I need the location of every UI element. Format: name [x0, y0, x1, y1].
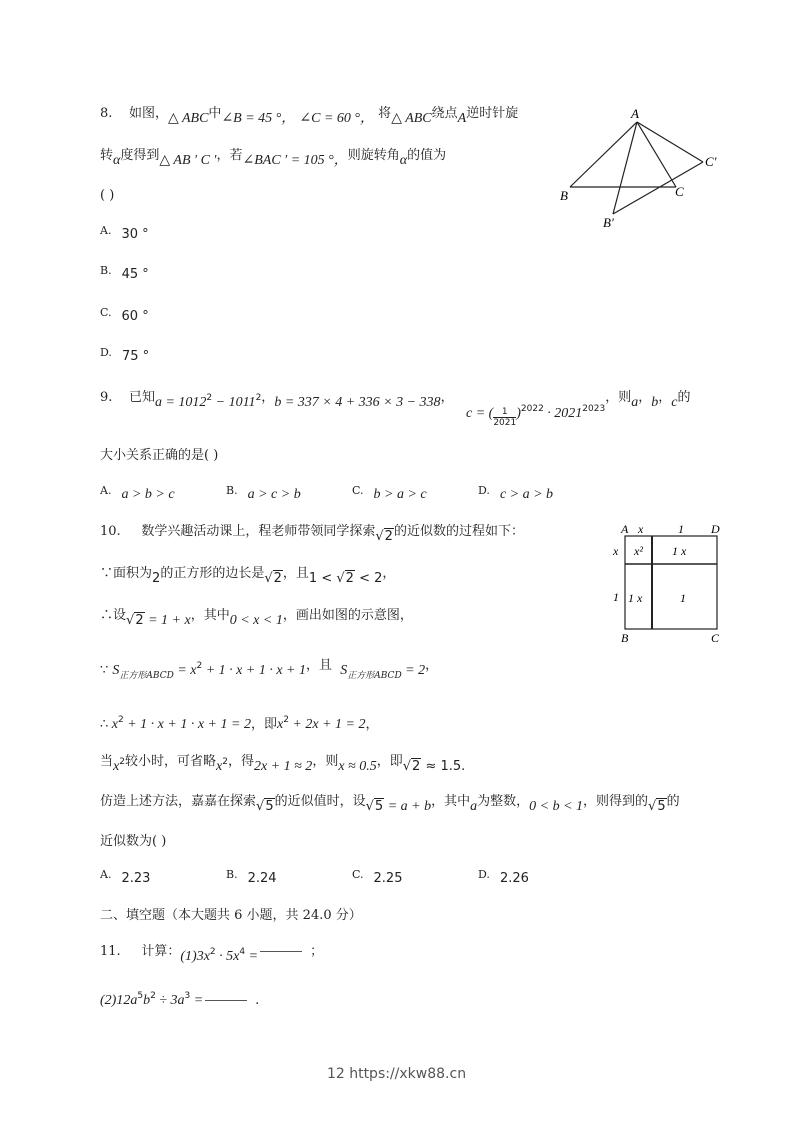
question-number: 8. [100, 106, 113, 121]
math-point: A [457, 111, 467, 126]
label-a: A [631, 106, 639, 121]
q8-line1 [100, 104, 518, 129]
q10-square-figure [608, 518, 728, 644]
q8-answer-paren: ( ) [100, 188, 115, 203]
q8-option-c[interactable]: C. 60 ° [100, 306, 149, 324]
q11-line1: 11. 计算：$(1)3x^2 \cdot 5x^4$ = ； [100, 944, 324, 964]
label-b-prime: B′ [603, 215, 614, 230]
cell-x-squared: x² [634, 544, 643, 558]
text: 已知 [128, 390, 155, 405]
text: 转 [100, 148, 114, 163]
math-a: a = 1012 [154, 395, 207, 410]
q9-line1: 9. 已知$a = 1012^2 - 1011^2$，b = 337 × 4 + 336 × 3 − 338， c = ( $\frac{1}{2021}$ )$^{2022} \cdot 2021^{2023}$，则a，b，c的 [100, 390, 691, 428]
answer-blank[interactable] [260, 951, 302, 952]
math-triangle: △ ABC [391, 111, 432, 126]
q10-option-c[interactable]: C. 2.25 [352, 868, 403, 886]
text: 将 [378, 106, 392, 121]
q10-line5: ∴ $x^2 + 1 \cdot x + 1 \cdot x + 1 = 2$，即$x^2 + 2x + 1 = 2$， [100, 715, 379, 732]
q9-option-c[interactable]: C. b > a > c [352, 484, 427, 502]
label-c-prime: C′ [705, 154, 717, 169]
q10-line6: 当$x^2$较小时，可省略$x^2$，得2x + 1 ≈ 2，则x ≈ 0.5，即√2 ≈ 1.5. [100, 754, 466, 774]
q8-option-b[interactable]: B. 45 ° [100, 264, 149, 282]
cell-1: 1 [680, 591, 686, 605]
cell-1x-top: 1 x [672, 544, 687, 558]
text: 则旋转角 [347, 148, 400, 163]
q10-line3: ∴设√2 = 1 + x，其中0 < x < 1，画出如图的示意图， [100, 608, 413, 628]
label-b: B [560, 188, 568, 203]
top-label-1: 1 [678, 522, 684, 536]
text: 度得到 [120, 148, 160, 163]
math-alpha: α [113, 153, 121, 168]
q10-option-d[interactable]: D. 2.26 [478, 868, 529, 886]
math-angle: ∠BAC ′ = 105 °， [242, 153, 348, 168]
answer-blank[interactable] [205, 1000, 247, 1001]
question-number: 9. [100, 390, 113, 405]
side-label-x: x [613, 544, 619, 558]
q10-line8: 近似数为( ) [100, 834, 167, 849]
label-c: C [675, 184, 684, 199]
math-alpha: α [399, 153, 408, 168]
q10-option-a[interactable]: A. 2.23 [100, 868, 151, 886]
corner-c: C [711, 631, 720, 644]
math-c: c = ( $\frac{1}{2021}$ )$^{2022} \cdot 2021^{2023}$ [465, 404, 606, 428]
q10-line4: ∵ $S_{正方形ABCD} = x^2 + 1 \cdot x + 1 \cdot x + 1$，且 $S_{正方形ABCD} = 2$， [100, 658, 439, 681]
text: 绕点 [431, 106, 458, 121]
q10-line2: ∵面积为2的正方形的边长是√2，且1 < √2 < 2， [100, 566, 396, 586]
q9-option-a[interactable]: A. a > b > c [100, 484, 175, 502]
math-triangle: △ ABC [167, 111, 209, 126]
question-number: 10. [100, 524, 121, 539]
corner-b: B [621, 631, 629, 644]
q11-line2: $(2)12a^5b^2 \div 3a^3$ = . [100, 991, 260, 1008]
text: 的值为 [407, 148, 447, 163]
text: 逆时针旋 [466, 106, 519, 121]
side-label-1: 1 [613, 590, 619, 604]
text: 中 [208, 106, 222, 121]
q10-line7: 仿造上述方法，嘉嘉在探索√5的近似值时，设√5 = a + b，其中a为整数，0 < b < 1，则得到的√5的 [100, 794, 680, 814]
q9-option-b[interactable]: B. a > c > b [226, 484, 301, 502]
math-triangle: △ AB ′ C ′ [159, 153, 217, 168]
text: 如图， [128, 106, 168, 121]
q8-line2 [100, 146, 446, 171]
q10-option-b[interactable]: B. 2.24 [226, 868, 277, 886]
q8-option-d[interactable]: D. 75 ° [100, 346, 150, 364]
q8-triangle-figure [555, 102, 735, 232]
cell-1x-left: 1 x [628, 591, 643, 605]
q10-intro: 10. 数学兴趣活动课上，程老师带领同学探索√2的近似数的过程如下： [100, 524, 524, 544]
corner-a: A [621, 522, 629, 536]
corner-d: D [711, 522, 720, 536]
q9-option-d[interactable]: D. c > a > b [478, 484, 554, 502]
math-b: b = 337 × 4 + 336 × 3 − 338 [274, 395, 441, 410]
math-angle-c: ∠C = 60 °， [299, 111, 375, 126]
page-footer: 12 https://xkw88.cn [326, 1066, 467, 1082]
q8-option-a[interactable]: A. 30 ° [100, 224, 149, 242]
section-title: 二、填空题（本大题共 6 小题，共 24.0 分） [100, 908, 362, 923]
math-angle-b: ∠B = 45 °， [221, 111, 296, 126]
question-number: 11. [100, 944, 121, 959]
q9-line2: 大小关系正确的是( ) [100, 448, 219, 463]
top-label-x: x [638, 522, 644, 536]
text: ，若 [216, 148, 243, 163]
